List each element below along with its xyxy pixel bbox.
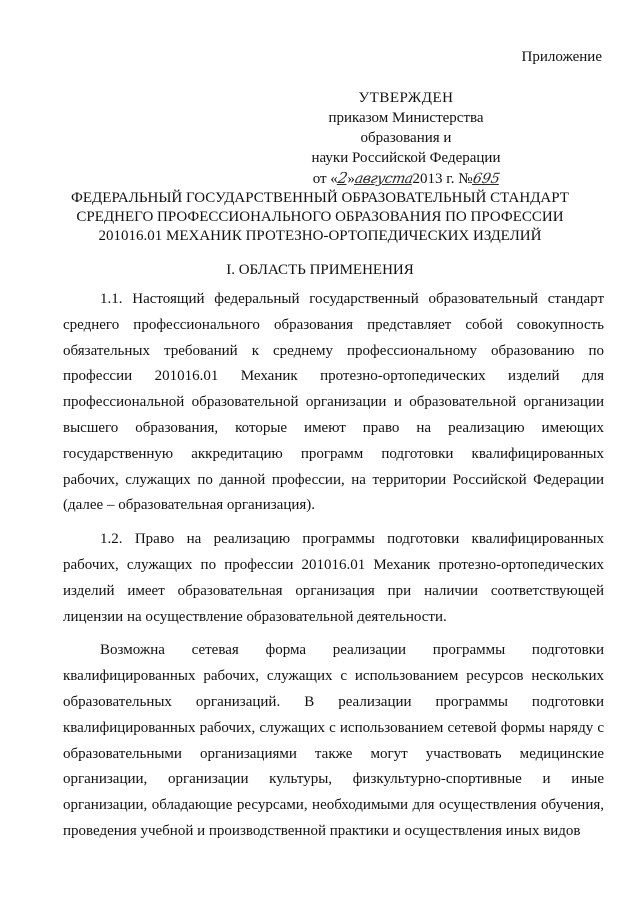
handwritten-order-number: 695 [471,171,501,187]
date-year: 2013 г. № [412,171,473,187]
annex-label: Приложение [521,49,602,65]
approval-block [290,88,522,189]
order-line-2: науки Российской Федерации [311,150,501,166]
title-line-2: СРЕДНЕГО ПРОФЕССИОНАЛЬНОГО ОБРАЗОВАНИЯ ПО ПРОФЕССИИ [76,209,564,225]
title-line-1: ФЕДЕРАЛЬНЫЙ ГОСУДАРСТВЕННЫЙ ОБРАЗОВАТЕЛЬНЫЙ СТАНДАРТ [71,190,569,206]
section-heading: I. ОБЛАСТЬ ПРИМЕНЕНИЯ [226,262,414,278]
date-prefix: от « [312,171,338,187]
document-body [63,287,604,853]
order-date-line [290,168,522,189]
paragraph-network-form: Возможна сетевая форма реализации программы подготовки квалифицированных рабочих, служащих с использованием ресурсов нескольких образовательных организаций. В реализации программы подготовки квалифицированных рабочих, служащих с использованием сетевой формы наряду с образовательными организациями также могут участвовать медицинские организации, организации культуры, физкультурно-спортивные и иные организации, обладающие ресурсами, необходимыми для осуществления обучения, проведения учебной и производственной практики и осуществления иных видов [63,642,604,839]
handwritten-month: августа [353,171,414,187]
document-title [0,189,640,246]
paragraph-1-2: 1.2. Право на реализацию программы подготовки квалифицированных рабочих, служащих по профессии 201016.01 Механик протезно-ортопедических изделий имеет образовательная организация при наличии соответствующей лицензии на осуществление образовательной деятельности. [63,531,604,625]
handwritten-day: 2 [336,169,349,187]
date-separator: » [347,171,355,187]
approved-label: УТВЕРЖДЕН [358,90,454,106]
paragraph-1-1: 1.1. Настоящий федеральный государственный образовательный стандарт среднего профессионального образования представляет собой совокупность обязательных требований к среднему профессиональному образованию по профессии 201016.01 Механик протезно-ортопедических изделий для профессиональной образовательной организации и образовательной организации высшего образования, которые имеют право на реализацию имеющих государственную аккредитацию программ подготовки квалифицированных рабочих, служащих по данной профессии, на территории Российской Федерации (далее – образовательная организация). [63,291,604,514]
order-line-1: приказом Министерства образования и [328,110,484,146]
title-line-3: 201016.01 МЕХАНИК ПРОТЕЗНО-ОРТОПЕДИЧЕСКИХ ИЗДЕЛИЙ [98,228,542,244]
